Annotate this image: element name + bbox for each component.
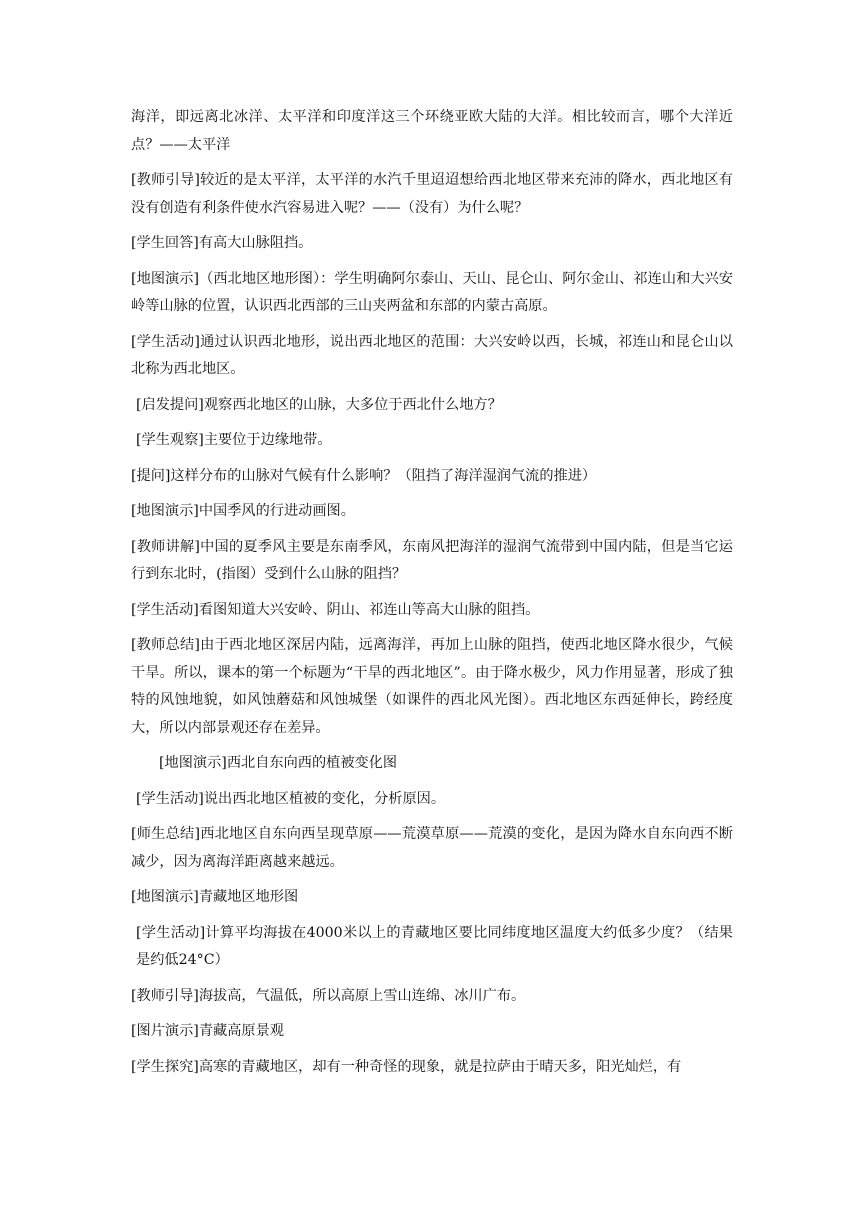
paragraph-student-inquiry: [学生探究]高寒的青藏地区，却有一种奇怪的现象，就是拉萨由于晴天多，阳光灿烂，有 bbox=[131, 1058, 682, 1075]
paragraph-student-observe: [学生观察]主要位于边缘地带。 bbox=[136, 432, 332, 448]
paragraph-map-demo-tibet: [地图演示]青藏地区地形图 bbox=[131, 889, 299, 905]
paragraph-teacher-guide-altitude: [教师引导]海拔高，气温低，所以高原上雪山连绵、冰川广布。 bbox=[131, 987, 526, 1004]
paragraph-map-demo-vegetation: [地图演示]西北自东向西的植被变化图 bbox=[159, 755, 398, 771]
paragraph-student-answer: [学生回答]有高大山脉阻挡。 bbox=[131, 235, 313, 251]
paragraph-teacher-guide-pacific: [教师引导]较近的是太平洋，太平洋的水汽千里迢迢想给西北地区带来充沛的降水，西北地区有没有创造有利条件使水汽容易进入呢？——（没有）为什么呢？ bbox=[131, 172, 733, 216]
paragraph-teacher-explain-monsoon: [教师讲解]中国的夏季风主要是东南季风，东南风把海洋的湿润气流带到中国内陆，但是当它运行到东北时，(指图）受到什么山脉的阻挡？ bbox=[131, 538, 733, 582]
paragraph-student-activity-mountains: [学生活动]看图知道大兴安岭、阴山、祁连山等高大山脉的阻挡。 bbox=[131, 601, 540, 618]
document-body bbox=[131, 104, 733, 1089]
paragraph-map-demo-monsoon: [地图演示]中国季风的行进动画图。 bbox=[131, 503, 355, 519]
paragraph-student-activity-range: [学生活动]通过认识西北地形，说出西北地区的范围：大兴安岭以西，长城，祁连山和昆仑山以北称为西北地区。 bbox=[131, 333, 733, 377]
paragraph-teacher-summary-arid: [教师总结]由于西北地区深居内陆，远离海洋，再加上山脉的阻挡，使西北地区降水很少，气候干旱。所以，课本的第一个标题为“干旱的西北地区”。由于降水极少，风力作用显著，形成了独特的风蚀地貌，如风蚀蘑菇和风蚀城堡（如课件的西北风光图）。西北地区东西延伸长，跨经度大，所以内部景观还存在差异。 bbox=[131, 637, 733, 736]
paragraph-student-activity-vegetation: [学生活动]说出西北地区植被的变化，分析原因。 bbox=[136, 790, 446, 807]
paragraph-student-activity-altitude: [学生活动]计算平均海拔在4000米以上的青藏地区要比同纬度地区温度大约低多少度？（结果是约低24°C） bbox=[136, 924, 733, 968]
paragraph-inspire-question: [启发提问]观察西北地区的山脉，大多位于西北什么地方？ bbox=[136, 396, 502, 413]
paragraph-ocean-intro: 海洋，即远离北冰洋、太平洋和印度洋这三个环绕亚欧大陆的大洋。相比较而言，哪个大洋近点？——太平洋 bbox=[131, 109, 733, 153]
paragraph-question-climate: [提问]这样分布的山脉对气候有什么影响？（阻挡了海洋湿润气流的推进） bbox=[131, 467, 597, 484]
paragraph-map-demo-terrain: [地图演示]（西北地区地形图）：学生明确阿尔泰山、天山、昆仑山、阿尔金山、祁连山和大兴安岭等山脉的位置，认识西北西部的三山夹两盆和东部的内蒙古高原。 bbox=[131, 270, 733, 314]
paragraph-picture-demo-tibet: [图片演示]青藏高原景观 bbox=[131, 1023, 284, 1039]
paragraph-summary-vegetation: [师生总结]西北地区自东向西呈现草原——荒漠草原——荒漠的变化，是因为降水自东向西不断减少，因为离海洋距离越来越远。 bbox=[131, 826, 733, 870]
